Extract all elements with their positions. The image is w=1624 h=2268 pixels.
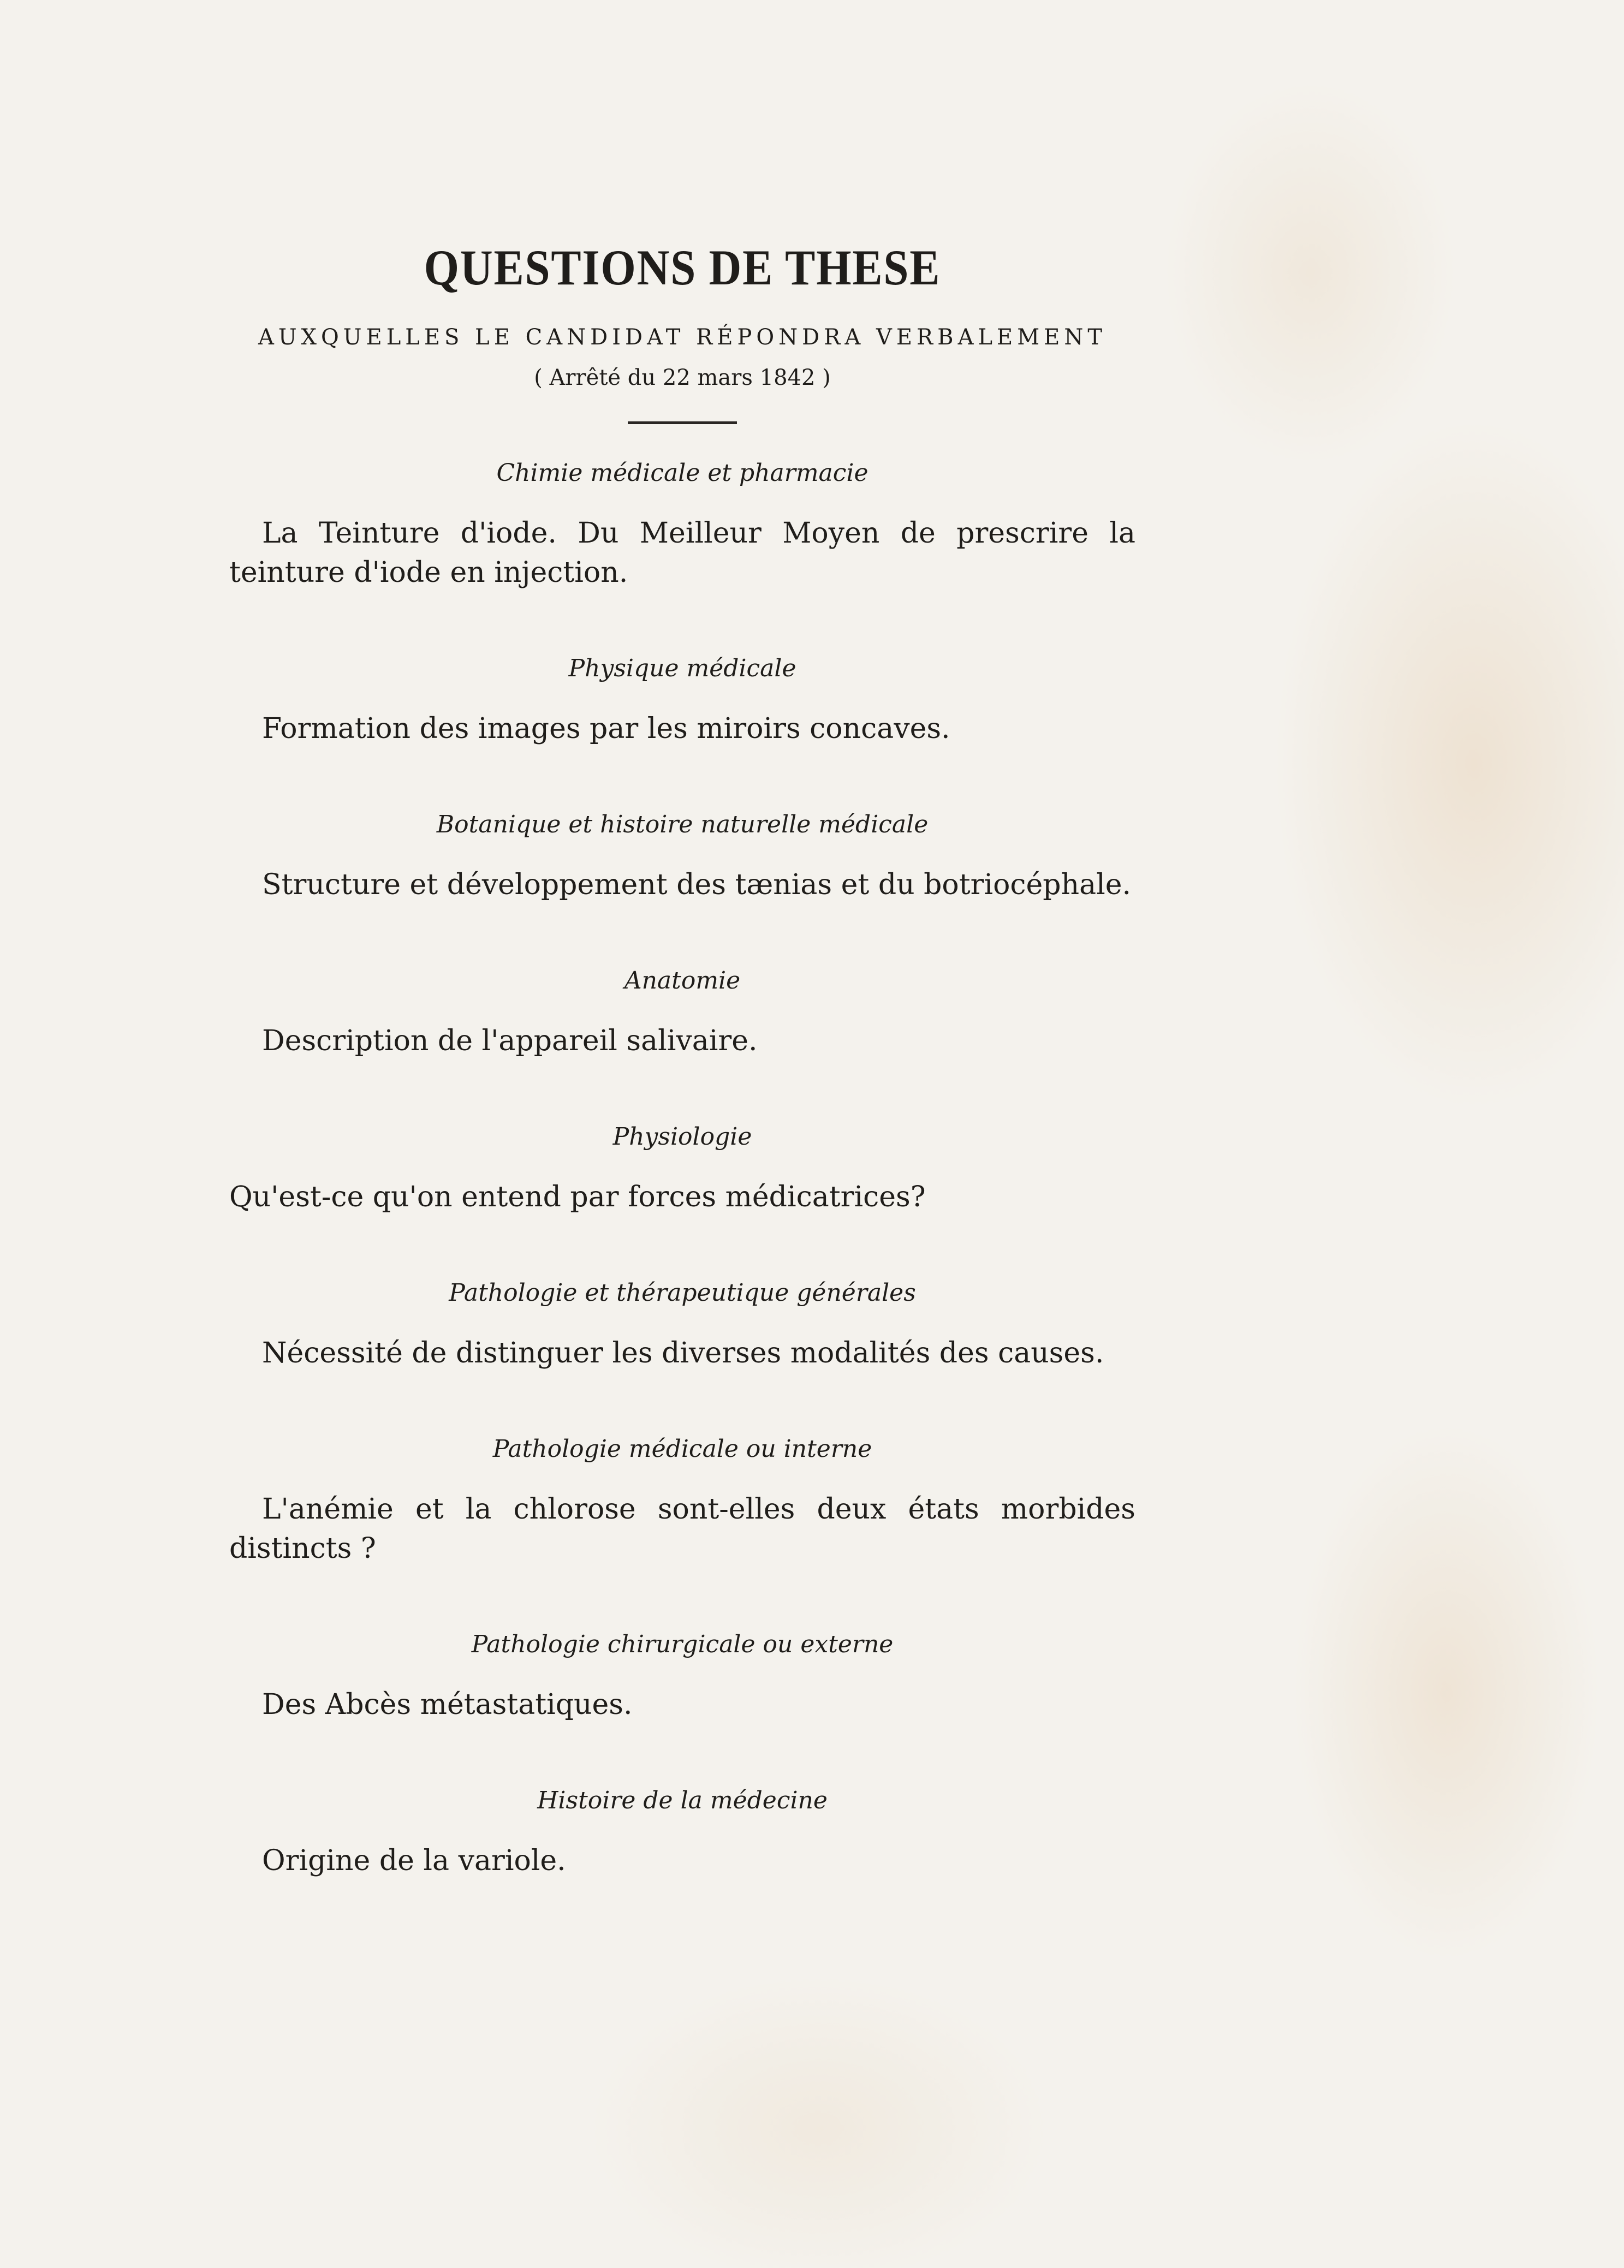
section-chimie <box>229 457 1135 592</box>
section-text: Des Abcès métastatiques. <box>262 1688 633 1721</box>
section-text: La Teinture d'iode. Du Meilleur Moyen de prescrire la teinture d'iode en injection. <box>229 517 1135 589</box>
section-text: L'anémie et la chlorose sont-elles deux états morbides distincts ? <box>229 1493 1135 1565</box>
divider-rule <box>628 421 737 424</box>
section-text: Qu'est-ce qu'on entend par forces médicatrices? <box>229 1181 926 1213</box>
section-heading: Physiologie <box>612 1123 752 1151</box>
section-text: Structure et développement des tænias et du botriocéphale. <box>262 868 1132 901</box>
section-anatomie <box>229 965 1135 1061</box>
section-pathologie-interne <box>229 1433 1135 1568</box>
section-heading: Physique médicale <box>568 654 796 682</box>
section-heading: Pathologie et thérapeutique générales <box>449 1279 916 1307</box>
section-heading: Botanique et histoire naturelle médicale <box>436 811 929 838</box>
page-title: QUESTIONS DE THESE <box>424 240 941 295</box>
section-pathologie-generale <box>229 1277 1135 1373</box>
document-body <box>229 235 1135 1940</box>
subtitle: AUXQUELLES LE CANDIDAT RÉPONDRA VERBALEMENT <box>258 325 1107 350</box>
section-text: Nécessité de distinguer les diverses modalités des causes. <box>262 1337 1104 1370</box>
section-heading: Anatomie <box>624 967 741 995</box>
decree-date: ( Arrêté du 22 mars 1842 ) <box>534 365 831 390</box>
section-text: Formation des images par les miroirs concaves. <box>262 712 950 745</box>
section-pathologie-externe <box>229 1628 1135 1724</box>
section-heading: Histoire de la médecine <box>537 1787 828 1814</box>
section-heading: Chimie médicale et pharmacie <box>496 459 868 487</box>
section-physiologie <box>229 1121 1135 1217</box>
section-text: Origine de la variole. <box>262 1844 566 1877</box>
section-physique <box>229 652 1135 748</box>
section-text: Description de l'appareil salivaire. <box>262 1025 758 1057</box>
section-histoire <box>229 1784 1135 1880</box>
section-heading: Pathologie chirurgicale ou externe <box>471 1630 894 1658</box>
section-heading: Pathologie médicale ou interne <box>492 1435 872 1463</box>
section-botanique <box>229 808 1135 904</box>
